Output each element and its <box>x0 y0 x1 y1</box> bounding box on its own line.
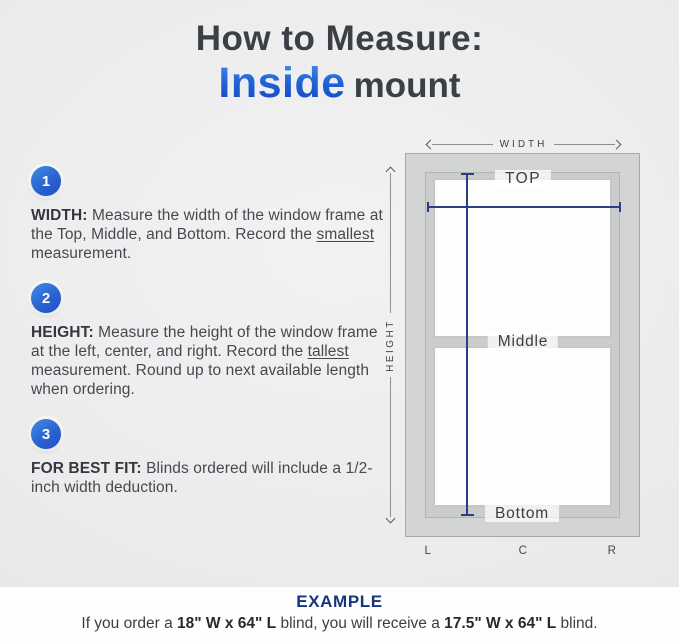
arrow-right-icon <box>612 139 622 149</box>
title-mount-type: Inside <box>218 58 346 107</box>
page-title <box>0 21 679 106</box>
label-bottom: Bottom <box>485 505 559 522</box>
marker-right: R <box>607 545 617 557</box>
height-arrow-label: HEIGHT <box>384 318 396 372</box>
example-part1: If you order a <box>81 615 178 632</box>
arrow-left-icon <box>426 139 436 149</box>
step-1-body-end: measurement. <box>31 245 132 262</box>
step-best-fit <box>31 419 383 497</box>
example-footer <box>0 587 679 642</box>
height-arrow-line-top <box>390 173 391 313</box>
step-2-underlined-word: tallest <box>307 343 349 360</box>
example-ordered-size: 18" W x 64" L <box>177 615 277 632</box>
step-3-text <box>31 459 383 497</box>
height-measure-line <box>466 173 468 516</box>
label-top: TOP <box>495 170 551 187</box>
arrow-down-icon <box>385 514 395 524</box>
width-measure-line <box>427 206 621 208</box>
height-arrow-line-bottom <box>390 377 391 517</box>
marker-left: L <box>424 545 432 557</box>
height-dimension-arrow <box>383 168 397 522</box>
step-1-underlined-word: smallest <box>316 226 375 243</box>
window-measurement-diagram <box>383 130 679 570</box>
arrow-up-icon <box>385 167 395 177</box>
width-arrow-line-left <box>432 144 493 145</box>
step-width <box>31 166 383 263</box>
step-3-badge: 3 <box>31 419 61 449</box>
step-1-text <box>31 206 383 263</box>
step-1-lead: WIDTH: <box>31 207 88 224</box>
example-received-size: 17.5" W x 64" L <box>444 615 557 632</box>
window-sash-bottom <box>433 346 612 507</box>
step-1-body: Measure the width of the window frame at the Top, Middle, and Bottom. Record the <box>31 207 383 243</box>
width-dimension-arrow <box>427 137 620 151</box>
width-arrow-line-right <box>554 144 615 145</box>
step-3-lead: FOR BEST FIT: <box>31 460 142 477</box>
example-heading: EXAMPLE <box>296 592 383 611</box>
step-2-badge: 2 <box>31 283 61 313</box>
window-sash-top <box>433 178 612 338</box>
width-arrow-label: WIDTH <box>499 138 548 150</box>
step-3-body: Blinds ordered will include a 1/2-inch width deduction. <box>31 460 373 496</box>
label-middle: Middle <box>488 333 558 350</box>
step-height <box>31 283 383 399</box>
step-2-body: Measure the height of the window frame at the left, center, and right. Record the <box>31 324 378 360</box>
example-part3: blind. <box>556 615 598 632</box>
instruction-steps <box>31 166 383 517</box>
step-2-lead: HEIGHT: <box>31 324 94 341</box>
title-line2 <box>0 58 679 107</box>
marker-center: C <box>518 545 528 557</box>
step-2-text <box>31 323 383 399</box>
step-2-body-end: measurement. Round up to next available length when ordering. <box>31 362 370 398</box>
step-1-badge: 1 <box>31 166 61 196</box>
example-sentence <box>0 615 679 633</box>
title-mount-word: mount <box>353 65 461 105</box>
example-part2: blind, you will receive a <box>276 615 445 632</box>
title-line1: How to Measure: <box>195 19 484 58</box>
